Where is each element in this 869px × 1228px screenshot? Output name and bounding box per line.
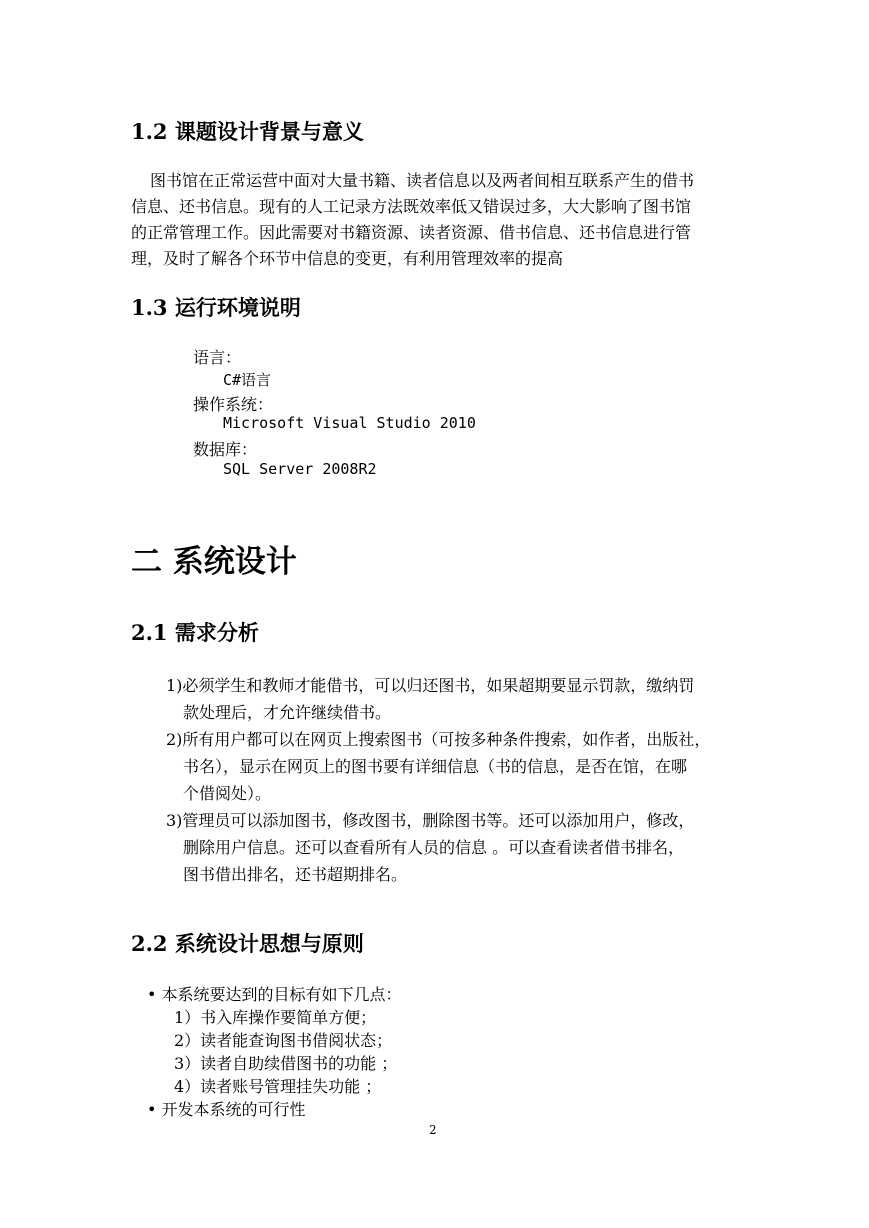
list-item-text: 个借阅处）。: [183, 784, 272, 803]
section-title-1-3: 1.3 运行环境说明: [131, 295, 301, 320]
list-item-text: 2)所有用户都可以在网页上搜索图书（可按多种条件搜索，如作者，出版社，: [166, 730, 711, 749]
section-title-1-2: 1.2 课题设计背景与意义: [131, 119, 364, 144]
env-os-label: 操作系统：: [193, 395, 274, 414]
paragraph-line: 理，及时了解各个环节中信息的变更，有利用管理效率的提高: [131, 249, 564, 268]
list-item-text: 款处理后，才允许继续借书。: [183, 703, 392, 722]
goal-item: 2）读者能查询图书借阅状态；: [174, 1031, 393, 1050]
list-item-text: 1)必须学生和教师才能借书，可以归还图书，如果超期要显示罚款，缴纳罚: [166, 676, 695, 695]
bullet-text: 本系统要达到的目标有如下几点：: [161, 985, 402, 1004]
goal-item: 4）读者账号管理挂失功能 ；: [174, 1077, 382, 1096]
bullet-dot-icon: •: [147, 985, 157, 1004]
goal-item: 3）读者自助续借图书的功能 ；: [174, 1054, 398, 1073]
bullet-dot-icon: •: [147, 1100, 157, 1119]
env-language-value: C#语言: [223, 371, 272, 389]
bullet-item: [147, 1098, 306, 1121]
list-item: [166, 807, 751, 888]
section-1-2-paragraph: [131, 168, 741, 272]
list-item-text: 图书借出排名，还书超期排名。: [183, 865, 408, 884]
section-title-2-1: 2.1 需求分析: [131, 620, 259, 645]
list-item-text: 书名），显示在网页上的图书要有详细信息（书的信息，是否在馆，在哪: [183, 757, 688, 776]
page-number: 2: [429, 1123, 437, 1137]
goal-item: 1）书入库操作要简单方便；: [174, 1008, 377, 1027]
paragraph-line: 图书馆在正常运营中面对大量书籍、读者信息以及两者间相互联系产生的借书: [150, 171, 695, 190]
list-item-text: 删除用户信息。还可以查看所有人员的信息 。可以查看读者借书排名，: [183, 838, 685, 857]
requirements-list: [166, 672, 751, 888]
bullet-item: [147, 983, 402, 1006]
list-item: [166, 672, 751, 726]
list-item-text: 3)管理员可以添加图书，修改图书，删除图书等。还可以添加用户，修改，: [166, 811, 695, 830]
env-os-value: Microsoft Visual Studio 2010: [223, 414, 476, 432]
paragraph-line: 的正常管理工作。因此需要对书籍资源、读者资源、借书信息、还书信息进行管: [131, 223, 692, 242]
env-language-label: 语言：: [193, 348, 242, 367]
section-title-2-2: 2.2 系统设计思想与原则: [131, 931, 364, 956]
env-db-value: SQL Server 2008R2: [223, 460, 377, 478]
env-db-label: 数据库：: [193, 440, 258, 459]
list-item: [166, 726, 751, 807]
paragraph-line: 信息、还书信息。现有的人工记录方法既效率低又错误过多，大大影响了图书馆: [131, 197, 692, 216]
bullet-text: 开发本系统的可行性: [161, 1100, 306, 1119]
chapter-title-2: 二 系统设计: [131, 544, 297, 580]
